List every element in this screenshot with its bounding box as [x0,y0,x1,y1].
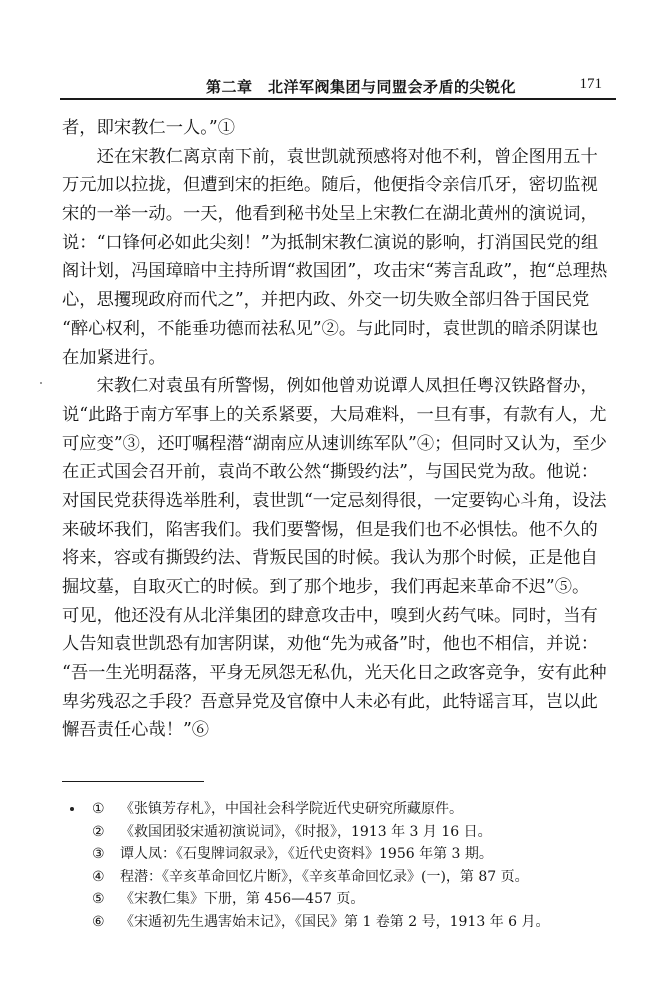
footnote [92,911,612,934]
footnote-mark: ③ [92,846,105,862]
body-text [62,114,616,745]
text-line: 在加紧进行。 [62,347,166,368]
text-line: 者，即宋教仁一人。”① [62,118,236,138]
footnote [92,888,612,911]
text-line: “醉心权利，不能垂功德而祛私见”②。与此同时，袁世凯的暗杀阴谋也 [62,318,599,339]
footnote [92,843,612,866]
text-line: 说：“口锋何必如此尖刻！”为抵制宋教仁演说的影响，打消国民党的组 [62,232,599,253]
text-line: 懈吾责任心哉！”⑥ [62,720,210,741]
text-line: 将来，容或有撕毁约法、背叛民国的时候。我认为那个时候，正是他自 [62,548,598,569]
footnote-text: 谭人凤：《石叟牌词叙录》，《近代史资料》1956 年第 3 期。 [120,846,493,862]
text-line: “吾一生光明磊落，平身无夙怨无私仇，光天化日之政客竞争，安有此种 [62,663,607,684]
text-line: 可应变”③，还叮嘱程潜“湖南应从速训练军队”④；但同时又认为，至少 [62,433,607,454]
chapter-title: 第二章 北洋军阀集团与同盟会矛盾的尖锐化 [206,78,517,96]
footnote-separator [62,781,204,782]
footnotes [92,798,612,933]
text-line: 宋的一举一动。一天，他看到秘书处呈上宋教仁在湖北黄州的演说词， [62,204,598,225]
text-line: 人告知袁世凯恐有加害阴谋，劝他“先为戒备”时，他也不相信，并说： [62,634,599,655]
footnote-text: 《宋教仁集》下册，第 456—457 页。 [120,891,365,907]
text-line: 万元加以拉拢，但遭到宋的拒绝。随后，他便指令亲信爪牙，密切监视 [62,175,598,196]
page-number: 171 [579,76,602,92]
footnote [92,798,612,821]
footnote-dot [70,807,74,811]
running-header [60,72,616,100]
text-line: 在正式国会召开前，袁尚不敢公然“撕毁约法”，与国民党为敌。他说： [62,462,599,483]
footnote [92,866,612,889]
footnote-mark: ② [92,823,105,840]
footnote [92,821,612,844]
footnote-mark: ⑥ [92,913,105,930]
text-line: 阁计划，冯国璋暗中主持所谓“救国团”，攻击宋“莠言乱政”，抱“总理热 [62,261,608,282]
footnote-text: 《宋遁初先生遇害始末记》，《国民》第 1 卷第 2 号，1913 年 6 月。 [120,913,550,930]
text-line: 卑劣残忍之手段？吾意异党及官僚中人未必有此，此特谣言耳，岂以此 [62,691,598,712]
footnote-mark: ⑤ [92,891,105,907]
text-line: 还在宋教仁离京南下前，袁世凯就预感将对他不利，曾企图用五十 [62,146,598,167]
footnote-mark: ① [92,801,105,817]
text-line: 宋教仁对袁虽有所警惕，例如他曾劝说谭人凤担任粤汉铁路督办， [62,376,598,397]
footnote-mark: ④ [92,868,105,885]
text-line: 掘坟墓，自取灭亡的时候。到了那个地步，我们再起来革命不迟”⑤。 [62,577,590,597]
footnote-text: 程潜：《辛亥革命回忆片断》，《辛亥革命回忆录》(一)，第 87 页。 [120,868,529,885]
scan-speck [40,382,42,384]
text-line: 对国民党获得选举胜利，袁世凯“一定忌刻得很，一定要钩心斗角，设法 [62,490,607,511]
text-line: 来破坏我们，陷害我们。我们要警惕，但是我们也不必惧怯。他不久的 [62,519,598,540]
text-line: 心，思攫现政府而代之”，并把内政、外交一切失败全部归咎于国民党 [62,290,590,311]
footnote-text: 《救国团驳宋遁初演说词》，《时报》，1913 年 3 月 16 日。 [120,823,492,840]
footnote-text: 《张镇芳存札》，中国社会科学院近代史研究所藏原件。 [120,801,463,817]
text-line: 说“此路于南方军事上的关系紧要，大局难料，一旦有事，有款有人，尤 [62,404,607,425]
text-line: 可见，他还没有从北洋集团的肆意攻击中，嗅到火药气味。同时，当有 [62,605,598,626]
